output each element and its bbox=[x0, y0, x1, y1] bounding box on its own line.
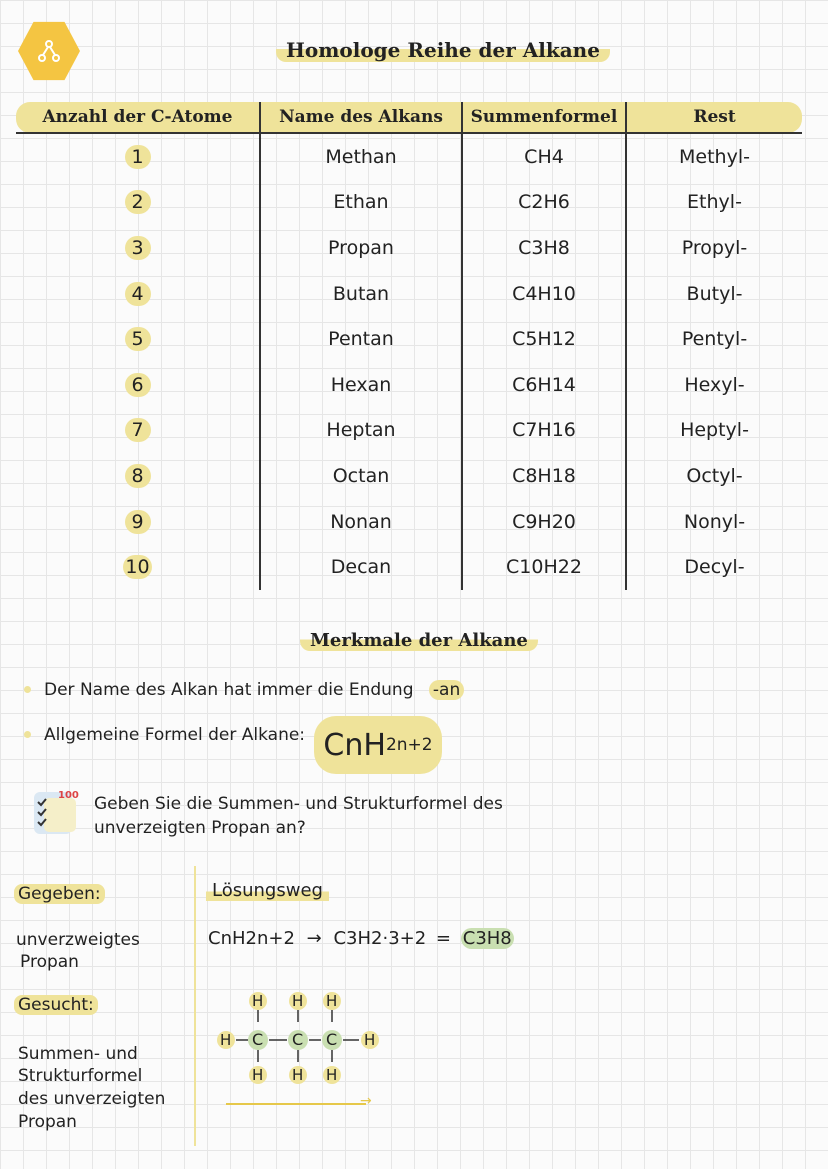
alkane-formula: C7H16 bbox=[462, 408, 626, 454]
alkane-name: Heptan bbox=[260, 408, 462, 454]
page-title: Homologe Reihe der Alkane bbox=[276, 38, 610, 62]
given-line-2: Propan bbox=[20, 952, 79, 972]
sought-line-3: des unverzeigten bbox=[18, 1089, 166, 1109]
alkane-name: Pentan bbox=[260, 316, 462, 362]
general-formula-base: CnH bbox=[323, 727, 386, 763]
alkane-name: Octan bbox=[260, 453, 462, 499]
hydrogen-atom: H bbox=[292, 1066, 304, 1084]
carbon-count: 6 bbox=[125, 373, 151, 397]
divider-line bbox=[194, 866, 196, 1146]
carbon-count: 10 bbox=[125, 556, 150, 579]
table-row bbox=[16, 499, 802, 545]
header-rest: Rest bbox=[626, 102, 802, 133]
alkane-rest: Propyl- bbox=[626, 225, 802, 271]
alkane-rest: Hexyl- bbox=[626, 362, 802, 408]
alkane-name: Butan bbox=[260, 271, 462, 317]
table-row bbox=[16, 362, 802, 408]
alkane-name: Decan bbox=[260, 544, 462, 590]
alkane-rest: Butyl- bbox=[626, 271, 802, 317]
arrow-icon: → bbox=[306, 928, 322, 949]
alkane-rest: Pentyl- bbox=[626, 316, 802, 362]
solution-label: Lösungsweg bbox=[206, 880, 329, 901]
alkane-formula: C9H20 bbox=[462, 499, 626, 545]
alkane-formula: C10H22 bbox=[462, 544, 626, 590]
header-formula: Summenformel bbox=[462, 102, 626, 133]
features-title: Merkmale der Alkane bbox=[300, 630, 538, 651]
alkane-name: Propan bbox=[260, 225, 462, 271]
hydrogen-atom: H bbox=[252, 992, 264, 1010]
propane-structure bbox=[214, 990, 384, 1090]
carbon-count: 4 bbox=[125, 282, 151, 306]
solution-steps bbox=[208, 928, 514, 949]
alkane-name: Ethan bbox=[260, 180, 462, 226]
hydrogen-atom: H bbox=[326, 992, 338, 1010]
molecule-icon bbox=[34, 36, 64, 66]
given-label: Gegeben: bbox=[14, 884, 105, 904]
carbon-count: 8 bbox=[125, 464, 151, 488]
task-line-1: Geben Sie die Summen- und Strukturformel des bbox=[94, 794, 503, 814]
feature-ending bbox=[44, 680, 464, 700]
table-row bbox=[16, 544, 802, 590]
checklist-icon bbox=[30, 786, 82, 838]
feature-formula-text: Allgemeine Formel der Alkane: bbox=[44, 725, 306, 745]
sought-line-4: Propan bbox=[18, 1112, 77, 1132]
carbon-atom: C bbox=[326, 1030, 338, 1049]
alkane-formula: C3H8 bbox=[462, 225, 626, 271]
carbon-count: 1 bbox=[125, 145, 151, 169]
carbon-count: 9 bbox=[125, 510, 151, 534]
alkane-name: Hexan bbox=[260, 362, 462, 408]
table-row bbox=[16, 180, 802, 226]
carbon-count: 3 bbox=[125, 236, 151, 260]
alkane-rest: Methyl- bbox=[626, 133, 802, 180]
bullet-icon bbox=[24, 731, 31, 738]
feature-ending-text: Der Name des Alkan hat immer die Endung bbox=[44, 680, 414, 700]
alkane-formula: C5H12 bbox=[462, 316, 626, 362]
hydrogen-atom: H bbox=[364, 1031, 376, 1049]
arrow-line bbox=[226, 1094, 372, 1112]
alkane-rest: Octyl- bbox=[626, 453, 802, 499]
alkane-formula: C8H18 bbox=[462, 453, 626, 499]
sought-label: Gesucht: bbox=[14, 995, 98, 1015]
step-general: CnH2n+2 bbox=[208, 928, 295, 949]
sought-line-1: Summen- und bbox=[18, 1044, 138, 1064]
given-line-1: unverzweigtes bbox=[16, 930, 140, 950]
hydrogen-atom: H bbox=[220, 1031, 232, 1049]
hydrogen-atom: H bbox=[252, 1066, 264, 1084]
header-name: Name des Alkans bbox=[260, 102, 462, 133]
step-substituted: C3H2·3+2 bbox=[333, 928, 427, 949]
logo bbox=[18, 20, 80, 82]
general-formula-sub: 2n+2 bbox=[385, 735, 433, 755]
step-result: C3H8 bbox=[462, 928, 512, 949]
table-header-row bbox=[16, 102, 802, 133]
ending-suffix: -an bbox=[429, 680, 464, 700]
header-count: Anzahl der C-Atome bbox=[16, 102, 260, 133]
hydrogen-atom: H bbox=[292, 992, 304, 1010]
alkane-rest: Decyl- bbox=[626, 544, 802, 590]
hydrogen-atom: H bbox=[326, 1066, 338, 1084]
carbon-count: 7 bbox=[125, 418, 151, 442]
alkane-formula: C2H6 bbox=[462, 180, 626, 226]
table-row bbox=[16, 316, 802, 362]
table-row bbox=[16, 133, 802, 180]
task-line-2: unverzeigten Propan an? bbox=[94, 818, 306, 838]
alkane-formula: CH4 bbox=[462, 133, 626, 180]
svg-text:100: 100 bbox=[58, 790, 79, 801]
alkane-name: Methan bbox=[260, 133, 462, 180]
carbon-atom: C bbox=[252, 1030, 264, 1049]
alkane-formula: C6H14 bbox=[462, 362, 626, 408]
carbon-count: 2 bbox=[125, 190, 151, 214]
alkane-rest: Nonyl- bbox=[626, 499, 802, 545]
alkane-formula: C4H10 bbox=[462, 271, 626, 317]
table-row bbox=[16, 408, 802, 454]
carbon-count: 5 bbox=[125, 327, 151, 351]
equals-sign: = bbox=[435, 928, 452, 949]
alkane-name: Nonan bbox=[260, 499, 462, 545]
general-formula bbox=[314, 716, 442, 774]
table-row bbox=[16, 225, 802, 271]
alkane-rest: Heptyl- bbox=[626, 408, 802, 454]
bullet-icon bbox=[24, 686, 31, 693]
table-row bbox=[16, 453, 802, 499]
carbon-atom: C bbox=[292, 1030, 304, 1049]
sought-line-2: Strukturformel bbox=[18, 1066, 143, 1086]
table-row bbox=[16, 271, 802, 317]
arrow-icon: → bbox=[360, 1093, 372, 1109]
alkane-rest: Ethyl- bbox=[626, 180, 802, 226]
alkane-table bbox=[16, 102, 802, 590]
